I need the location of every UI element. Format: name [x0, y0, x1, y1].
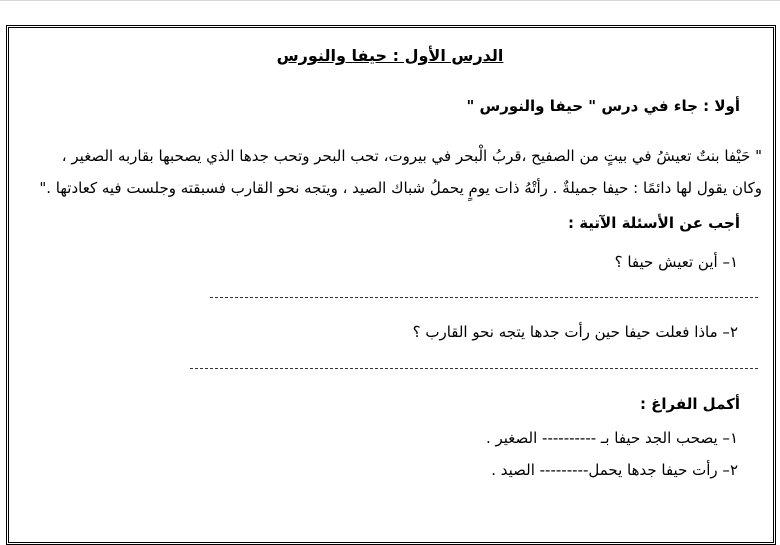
fill-heading: أكمل الفراغ : [639, 395, 740, 413]
answer-line-2[interactable] [190, 368, 758, 369]
question-1: ١– أين تعيش حيفا ؟ [614, 253, 738, 271]
questions-heading: أجب عن الأسئلة الآتية : [567, 214, 740, 232]
question-2: ٢– ماذا فعلت حيفا حين رأت جدها يتجه نحو القارب ؟ [412, 323, 738, 341]
passage-line-2: وكان يقول لها دائمًا : حيفا جميلةٌ . رأتْهُ ذات يومٍ يحملُ شباك الصيد ، ويتجه نحو القارب فسبقته وجلست فيه كعادتها ." [39, 179, 762, 197]
answer-line-1[interactable] [210, 297, 758, 298]
section-heading: أولا : جاء في درس " حيفا والنورس " [466, 97, 740, 115]
passage-line-1: " حَيْفا بنتٌ تعيشُ في بيتٍ من الصفيح ،قربُ الْبحر في بيروت، تحب البحر وتحب جدها الذي يصحبها بقاربه الصغير ، [61, 147, 762, 165]
fill-item-2: ٢– رأت حيفا جدها يحمل--------- الصيد . [491, 461, 738, 479]
top-divider [0, 0, 780, 1]
lesson-title: الدرس الأول : حيفا والنورس [276, 46, 504, 65]
fill-item-1: ١– يصحب الجد حيفا بـ ---------- الصغير . [485, 429, 738, 447]
